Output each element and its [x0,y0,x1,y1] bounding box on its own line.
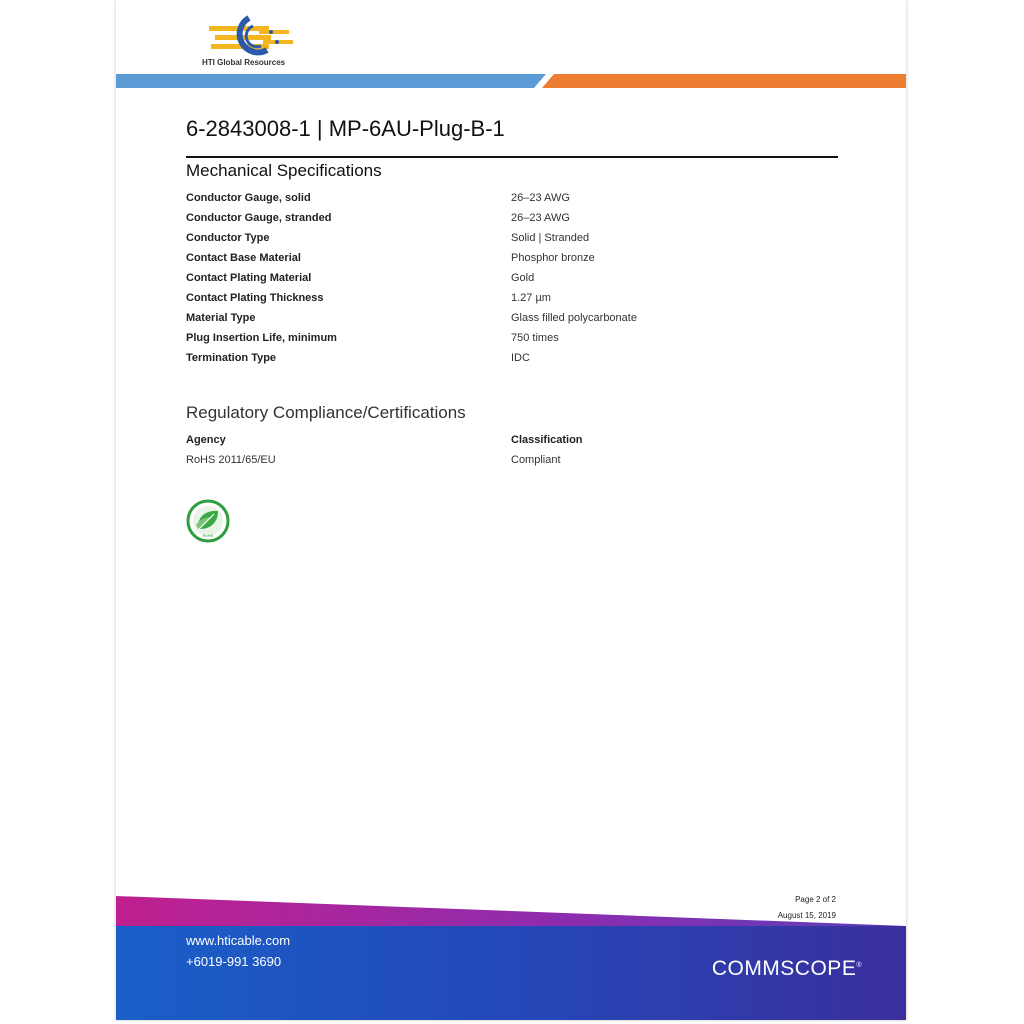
spec-value: Phosphor bronze [511,252,595,264]
phone-number: +6019-991 3690 [186,954,282,969]
company-name: HTI Global Resources [202,58,286,67]
document-date: August 15, 2019 [777,911,836,920]
spec-label: Material Type [186,312,256,324]
spec-label: Conductor Gauge, solid [186,192,311,204]
spec-label: Plug Insertion Life, minimum [186,332,337,344]
page-number: Page 2 of 2 [795,895,836,904]
mechanical-specifications-heading: Mechanical Specifications [186,161,382,180]
spec-row [186,250,836,270]
spec-value: 750 times [511,332,559,344]
header-band [116,74,906,88]
spec-value: Glass filled polycarbonate [511,312,637,324]
spec-row [186,270,836,290]
document-page [116,0,906,1020]
spec-value: 26–23 AWG [511,212,570,224]
brand-name: COMMSCOPE [711,957,857,980]
mechanical-specifications-table [186,190,836,370]
agency-value: RoHS 2011/65/EU [186,454,276,466]
rohs-leaf-icon [186,499,230,543]
regulatory-compliance-heading: Regulatory Compliance/Certifications [186,403,466,422]
spec-label: Conductor Gauge, stranded [186,212,332,224]
spec-value: Solid | Stranded [511,232,590,244]
spec-value: 1.27 µm [511,292,551,304]
spec-label: Contact Base Material [186,252,301,264]
title-divider [186,156,838,158]
spec-value: IDC [511,352,530,364]
spec-row [186,330,836,350]
spec-label: Termination Type [186,352,277,364]
spec-value: 26–23 AWG [511,192,570,204]
agency-column-header: Agency [186,434,226,446]
spec-row [186,290,836,310]
spec-value: Gold [511,272,535,284]
registered-mark: ® [856,962,862,969]
spec-row [186,350,836,370]
regulatory-table-row [186,454,836,474]
classification-column-header: Classification [511,434,583,446]
spec-row [186,310,836,330]
rohs-badge-text: RoHS [202,533,214,538]
document-title: 6-2843008-1 | MP-6AU-Plug-B-1 [186,116,505,141]
commscope-logo [712,957,862,981]
spec-label: Contact Plating Thickness [186,292,324,304]
spec-row [186,190,836,210]
regulatory-table-header [186,434,836,454]
website-link[interactable]: www.hticable.com [186,933,291,948]
spec-label: Conductor Type [186,232,270,244]
spec-row [186,230,836,250]
spec-label: Contact Plating Material [186,272,312,284]
classification-value: Compliant [511,454,561,466]
spec-row [186,210,836,230]
